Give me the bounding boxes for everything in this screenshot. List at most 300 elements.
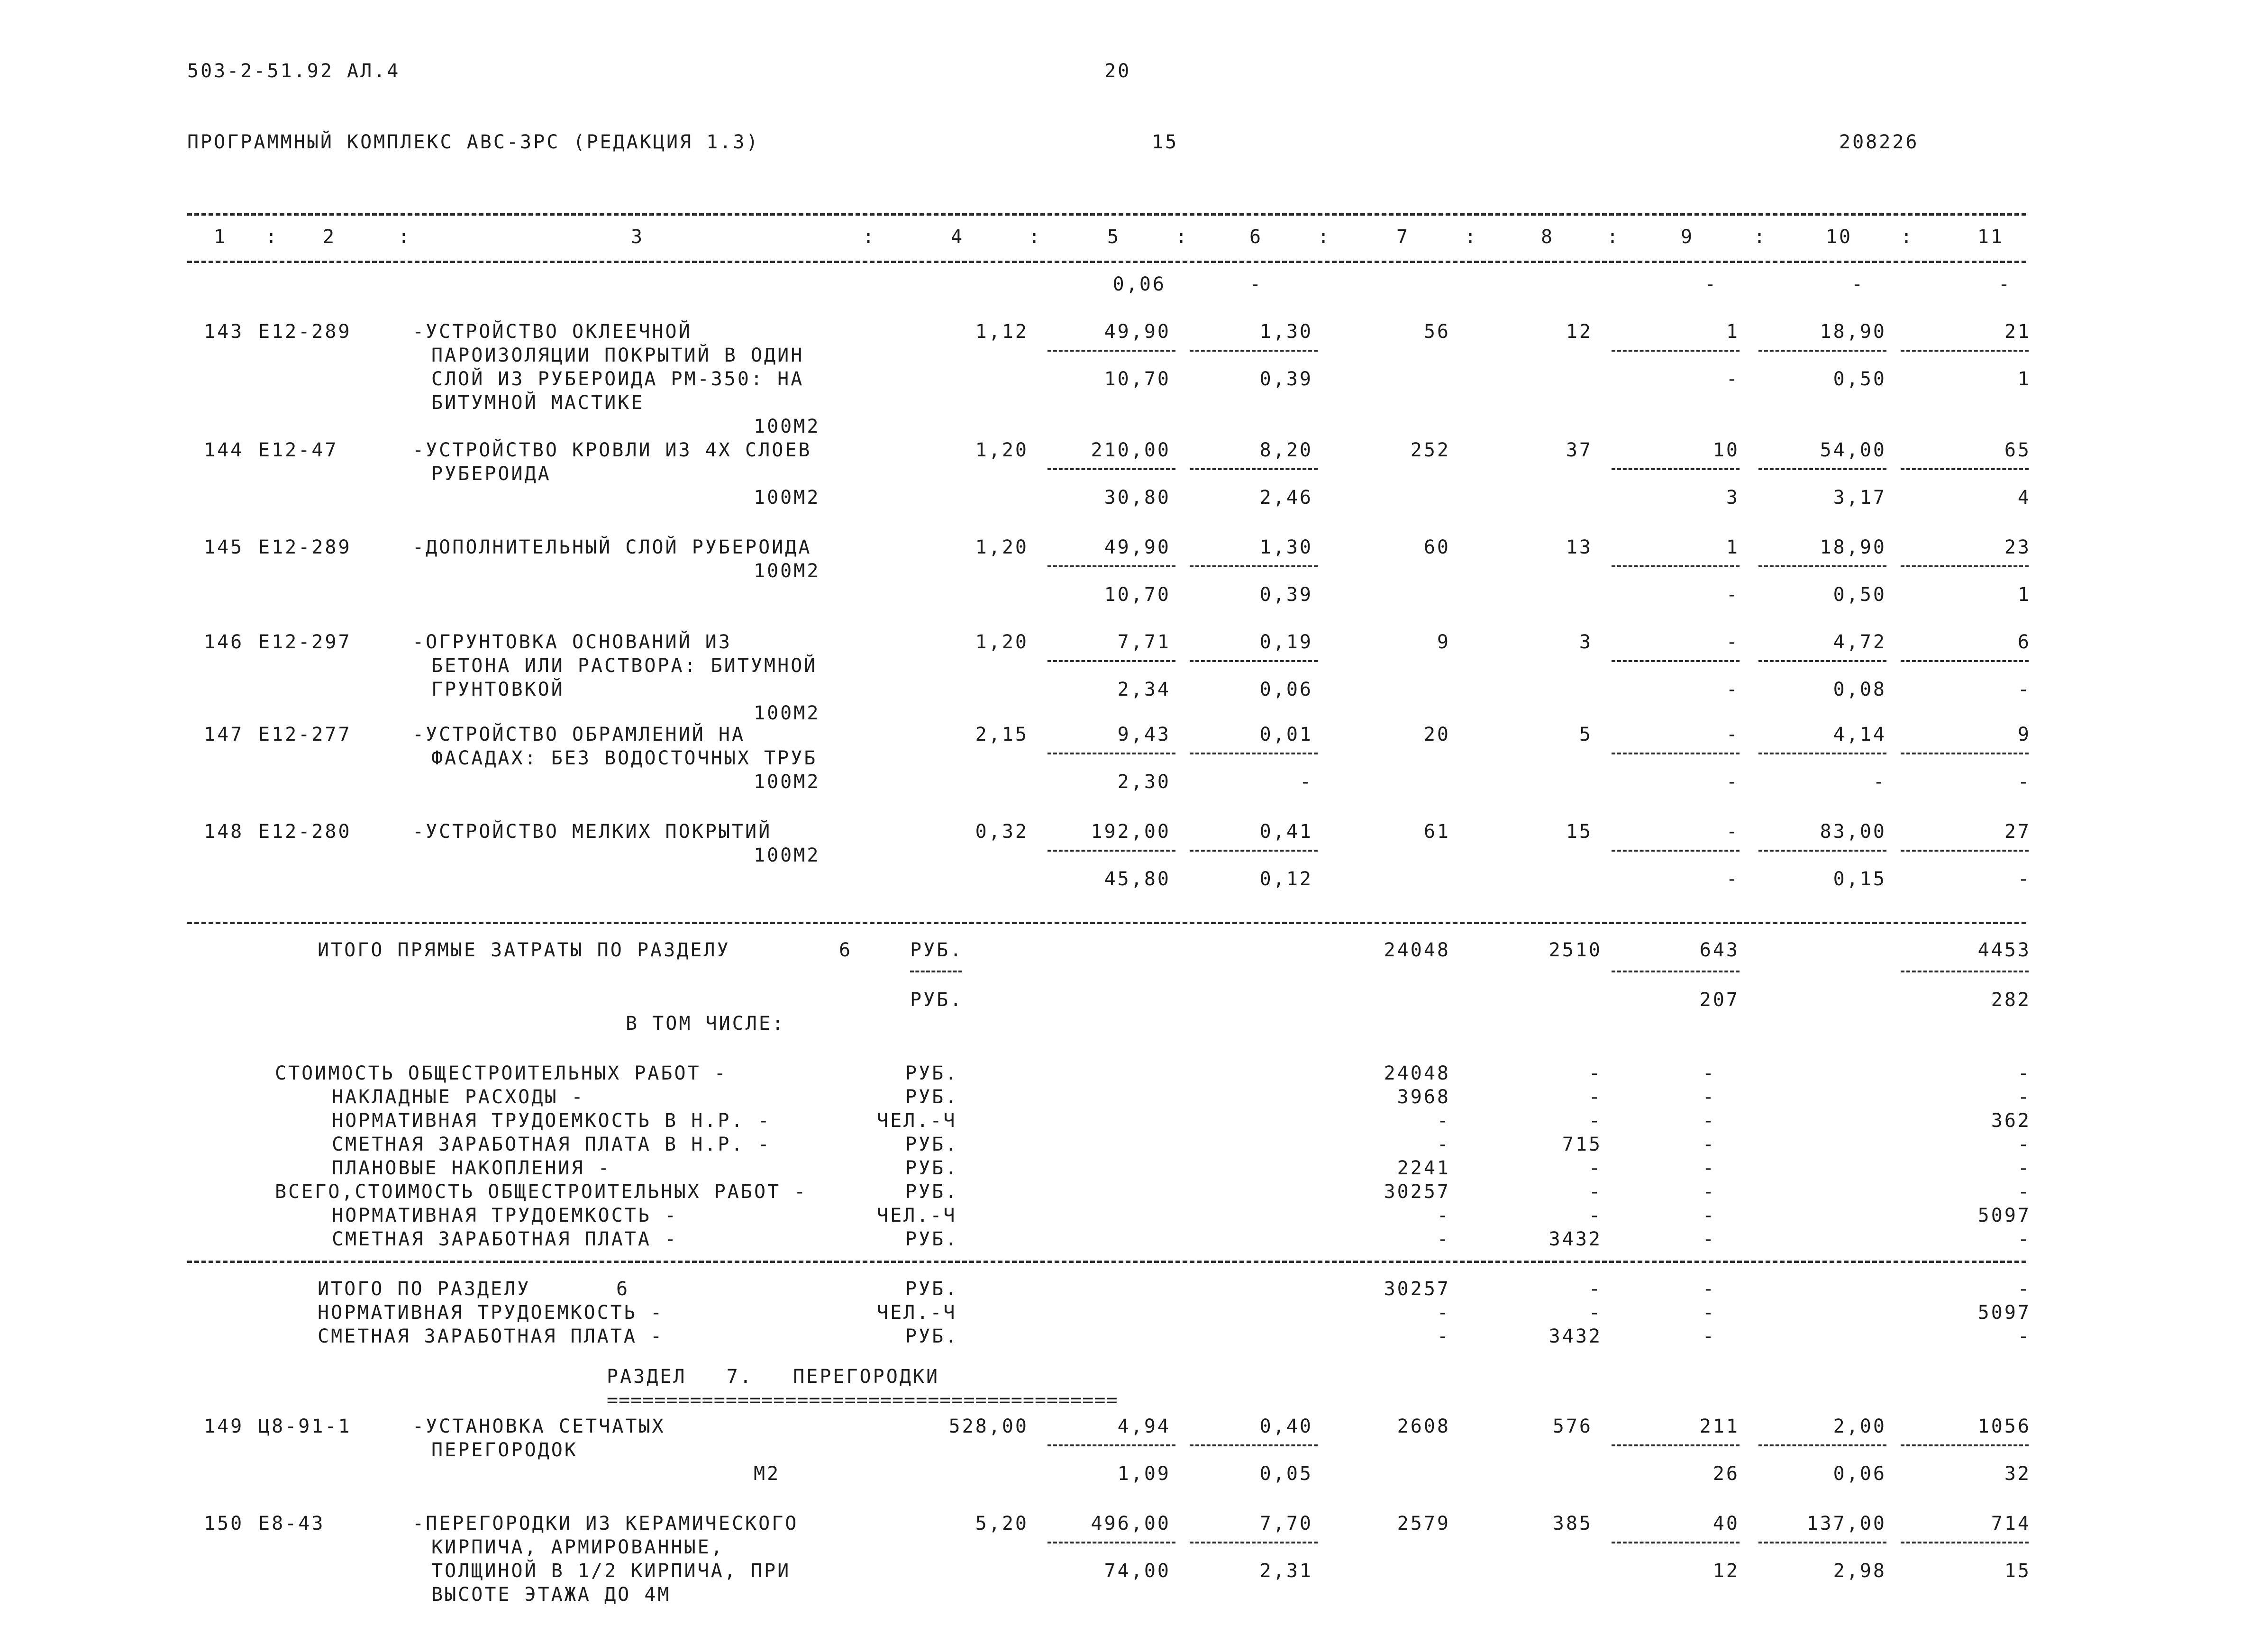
- item-col10: 18,90: [1820, 536, 1886, 558]
- section-total-col7: 30257: [1384, 1278, 1450, 1300]
- page-number: 20: [1104, 60, 1131, 82]
- column-header-10: 10: [1825, 226, 1853, 248]
- breakdown-unit: ЧЕЛ.-Ч: [877, 1110, 957, 1132]
- item-col9: 10: [1712, 439, 1740, 461]
- item-description-line: БЕТОНА ИЛИ РАСТВОРА: БИТУМНОЙ: [431, 655, 818, 677]
- item-code: Е12-280: [258, 821, 352, 843]
- item-unit-cost: 9,43: [1117, 724, 1171, 745]
- item-col9-wages: 26: [1712, 1463, 1740, 1485]
- sheet-number: 15: [1152, 131, 1179, 153]
- item-col10: 2,00: [1833, 1416, 1886, 1437]
- item-col9-wages: -: [1726, 679, 1740, 700]
- breakdown-col11: -: [2017, 1228, 2031, 1250]
- item-unit: 100М2: [754, 702, 820, 724]
- item-col11-wages: 4: [2017, 487, 2031, 508]
- section-7-title: РАЗДЕЛ 7. ПЕРЕГОРОДКИ: [607, 1366, 940, 1388]
- section-total-label: НОРМАТИВНАЯ ТРУДОЕМКОСТЬ -: [318, 1302, 664, 1324]
- direct-col9: 643: [1699, 939, 1740, 961]
- value-separator: [1190, 468, 1318, 470]
- item-unit-cost: 192,00: [1091, 821, 1171, 843]
- item-col6: 0,01: [1259, 724, 1313, 745]
- carryover-col5: 0,06: [1112, 273, 1166, 295]
- col11-separator: [1901, 971, 2029, 972]
- value-separator: [1758, 468, 1886, 470]
- item-number: 145: [204, 536, 244, 558]
- carryover-col11: -: [1998, 273, 2012, 295]
- item-quantity: 1,20: [975, 631, 1029, 653]
- item-col6: 0,40: [1259, 1416, 1313, 1437]
- item-number: 146: [204, 631, 244, 653]
- section-total-col9: -: [1702, 1278, 1716, 1300]
- item-number: 143: [204, 321, 244, 343]
- column-header-5: 5: [1107, 226, 1121, 248]
- value-separator: [1612, 565, 1740, 567]
- item-number: 148: [204, 821, 244, 843]
- item-col6-wages: 0,39: [1259, 584, 1313, 606]
- item-col11-wages: 1: [2017, 368, 2031, 390]
- item-col6-wages: -: [1299, 771, 1313, 793]
- item-description-line: ГРУНТОВКОЙ: [431, 679, 565, 700]
- section-total-col9: -: [1702, 1325, 1716, 1347]
- item-col11: 65: [2004, 439, 2031, 461]
- item-total-cost: 56: [1423, 321, 1450, 343]
- value-separator: [1047, 565, 1175, 567]
- item-col6-wages: 0,39: [1259, 368, 1313, 390]
- breakdown-col7: -: [1437, 1205, 1450, 1226]
- value-separator: [1190, 850, 1318, 852]
- section-total-label: СМЕТНАЯ ЗАРАБОТНАЯ ПЛАТА -: [318, 1325, 664, 1347]
- breakdown-col11: -: [2017, 1086, 2031, 1108]
- item-unit: 100М2: [754, 416, 820, 437]
- item-number: 147: [204, 724, 244, 745]
- item-col10: 18,90: [1820, 321, 1886, 343]
- value-separator: [1612, 660, 1740, 662]
- item-col6-wages: 0,06: [1259, 679, 1313, 700]
- value-separator: [1612, 753, 1740, 754]
- item-col11-wages: -: [2017, 868, 2031, 890]
- breakdown-label: НОРМАТИВНАЯ ТРУДОЕМКОСТЬ -: [332, 1205, 678, 1226]
- breakdown-col8: -: [1588, 1205, 1602, 1226]
- breakdown-label: СТОИМОСТЬ ОБЩЕСТРОИТЕЛЬНЫХ РАБОТ -: [275, 1062, 728, 1084]
- section-total-col8: -: [1588, 1278, 1602, 1300]
- item-description-line: СЛОЙ ИЗ РУБЕРОИДА РМ-350: НА: [431, 368, 804, 390]
- value-separator: [1047, 350, 1175, 352]
- item-col6: 1,30: [1259, 321, 1313, 343]
- item-description-line: РУБЕРОИДА: [431, 463, 551, 485]
- section-total-col11: -: [2017, 1278, 2031, 1300]
- item-description-line: -УСТРОЙСТВО МЕЛКИХ ПОКРЫТИЙ: [412, 821, 772, 843]
- item-wage-cost: 45,80: [1104, 868, 1171, 890]
- breakdown-col7: 24048: [1384, 1062, 1450, 1084]
- value-separator: [1190, 1542, 1318, 1543]
- column-header-6: 6: [1249, 226, 1263, 248]
- item-number: 144: [204, 439, 244, 461]
- breakdown-label: СМЕТНАЯ ЗАРАБОТНАЯ ПЛАТА В Н.Р. -: [332, 1134, 771, 1155]
- section-total-col11: -: [2017, 1325, 2031, 1347]
- column-header-9: 9: [1680, 226, 1694, 248]
- direct-costs-label: ИТОГО ПРЯМЫЕ ЗАТРАТЫ ПО РАЗДЕЛУ: [318, 939, 730, 961]
- item-col9-wages: 3: [1726, 487, 1740, 508]
- item-unit-cost: 496,00: [1091, 1513, 1171, 1534]
- value-separator: [1612, 850, 1740, 852]
- item-col8: 3: [1579, 631, 1593, 653]
- item-col6-wages: 0,12: [1259, 868, 1313, 890]
- item-wage-cost: 30,80: [1104, 487, 1171, 508]
- item-col10: 83,00: [1820, 821, 1886, 843]
- item-col8: 15: [1566, 821, 1593, 843]
- breakdown-col8: 3432: [1548, 1228, 1602, 1250]
- column-separator: :: [1029, 226, 1042, 248]
- column-separator: :: [1754, 226, 1767, 248]
- item-col9: 40: [1712, 1513, 1740, 1534]
- breakdown-unit: РУБ.: [905, 1134, 959, 1155]
- section-total-number: 6: [616, 1278, 630, 1300]
- item-col10: 4,14: [1833, 724, 1886, 745]
- item-quantity: 2,15: [975, 724, 1029, 745]
- item-description-line: ТОЛЩИНОЙ В 1/2 КИРПИЧА, ПРИ: [431, 1560, 791, 1582]
- item-unit: 100М2: [754, 844, 820, 866]
- item-unit-cost: 49,90: [1104, 321, 1171, 343]
- item-col11: 23: [2004, 536, 2031, 558]
- breakdown-col8: 715: [1562, 1134, 1602, 1155]
- item-total-cost: 60: [1423, 536, 1450, 558]
- section-total-col7: -: [1437, 1325, 1450, 1347]
- item-col9-wages: -: [1726, 868, 1740, 890]
- breakdown-col11: -: [2017, 1181, 2031, 1203]
- item-col8: 5: [1579, 724, 1593, 745]
- item-description-line: ВЫСОТЕ ЭТАЖА ДО 4М: [431, 1584, 671, 1606]
- value-separator: [1190, 350, 1318, 352]
- item-col9: 1: [1726, 321, 1740, 343]
- item-col11-wages: -: [2017, 679, 2031, 700]
- value-separator: [1901, 1444, 2029, 1446]
- column-separator: :: [1175, 226, 1189, 248]
- item-col9: -: [1726, 821, 1740, 843]
- item-col11-wages: -: [2017, 771, 2031, 793]
- breakdown-label: СМЕТНАЯ ЗАРАБОТНАЯ ПЛАТА -: [332, 1228, 678, 1250]
- item-quantity: 5,20: [975, 1513, 1029, 1534]
- item-col11-wages: 32: [2004, 1463, 2031, 1485]
- item-col11: 27: [2004, 821, 2031, 843]
- value-separator: [1758, 753, 1886, 754]
- item-unit-cost: 210,00: [1091, 439, 1171, 461]
- item-code: Е12-47: [258, 439, 338, 461]
- item-total-cost: 61: [1423, 821, 1450, 843]
- item-col6-wages: 2,31: [1259, 1560, 1313, 1582]
- value-separator: [1190, 660, 1318, 662]
- item-wage-cost: 2,34: [1117, 679, 1171, 700]
- item-description-line: КИРПИЧА, АРМИРОВАННЫЕ,: [431, 1536, 724, 1558]
- item-col6: 7,70: [1259, 1513, 1313, 1534]
- value-separator: [1901, 753, 2029, 754]
- item-col6: 8,20: [1259, 439, 1313, 461]
- column-separator: :: [1901, 226, 1914, 248]
- item-unit: 100М2: [754, 487, 820, 508]
- breakdown-col8: -: [1588, 1157, 1602, 1179]
- section-total-label: ИТОГО ПО РАЗДЕЛУ: [318, 1278, 531, 1300]
- item-col6: 0,19: [1259, 631, 1313, 653]
- item-description-line: ПАРОИЗОЛЯЦИИ ПОКРЫТИЙ В ОДИН: [431, 345, 804, 366]
- carryover-col10: -: [1851, 273, 1865, 295]
- value-separator: [1047, 468, 1175, 470]
- breakdown-unit: РУБ.: [905, 1062, 959, 1084]
- item-description-line: -ПЕРЕГОРОДКИ ИЗ КЕРАМИЧЕСКОГО: [412, 1513, 799, 1534]
- breakdown-col9: -: [1702, 1228, 1716, 1250]
- item-col11: 1056: [1977, 1416, 2031, 1437]
- carryover-col9: -: [1704, 273, 1718, 295]
- item-unit: М2: [754, 1463, 781, 1485]
- breakdown-col8: -: [1588, 1110, 1602, 1132]
- unit-separator: [910, 971, 962, 972]
- section-total-col9: -: [1702, 1302, 1716, 1324]
- value-separator: [1190, 1444, 1318, 1446]
- breakdown-col7: -: [1437, 1110, 1450, 1132]
- value-separator: [1758, 565, 1886, 567]
- item-wage-cost: 1,09: [1117, 1463, 1171, 1485]
- item-col8: 576: [1552, 1416, 1593, 1437]
- item-col9: -: [1726, 631, 1740, 653]
- item-description-line: -УСТРОЙСТВО ОБРАМЛЕНИЙ НА: [412, 724, 746, 745]
- item-wage-cost: 10,70: [1104, 368, 1171, 390]
- item-col9-wages: -: [1726, 771, 1740, 793]
- item-total-cost: 9: [1437, 631, 1450, 653]
- section-total-unit: РУБ.: [905, 1325, 959, 1347]
- column-header-11: 11: [1977, 226, 2004, 248]
- item-col10-wages: 0,50: [1833, 584, 1886, 606]
- item-col10-wages: 2,98: [1833, 1560, 1886, 1582]
- item-code: Е12-297: [258, 631, 352, 653]
- breakdown-col8: -: [1588, 1062, 1602, 1084]
- breakdown-label: ПЛАНОВЫЕ НАКОПЛЕНИЯ -: [332, 1157, 611, 1179]
- column-separator: :: [863, 226, 876, 248]
- item-unit-cost: 49,90: [1104, 536, 1171, 558]
- program-title: ПРОГРАММНЫЙ КОМПЛЕКС АВС-3РС (РЕДАКЦИЯ 1.3): [187, 131, 760, 153]
- value-separator: [1047, 1444, 1175, 1446]
- breakdown-col9: -: [1702, 1086, 1716, 1108]
- value-separator: [1901, 565, 2029, 567]
- item-description-line: -ДОПОЛНИТЕЛЬНЫЙ СЛОЙ РУБЕРОИДА: [412, 536, 812, 558]
- item-col8: 13: [1566, 536, 1593, 558]
- item-col11: 6: [2017, 631, 2031, 653]
- value-separator: [1901, 468, 2029, 470]
- item-col11-wages: 15: [2004, 1560, 2031, 1582]
- value-separator: [1758, 660, 1886, 662]
- item-description-line: -УСТАНОВКА СЕТЧАТЫХ: [412, 1416, 665, 1437]
- breakdown-col9: -: [1702, 1157, 1716, 1179]
- item-col9: 211: [1699, 1416, 1740, 1437]
- item-description-line: БИТУМНОЙ МАСТИКЕ: [431, 392, 645, 414]
- item-col6: 1,30: [1259, 536, 1313, 558]
- breakdown-unit: ЧЕЛ.-Ч: [877, 1205, 957, 1226]
- item-quantity: 528,00: [948, 1416, 1029, 1437]
- item-col11: 714: [1991, 1513, 2031, 1534]
- value-separator: [1047, 753, 1175, 754]
- item-col10: 137,00: [1806, 1513, 1886, 1534]
- value-separator: [1190, 565, 1318, 567]
- breakdown-col7: 3968: [1397, 1086, 1450, 1108]
- document-id: 208226: [1839, 131, 1919, 153]
- item-code: Е12-289: [258, 536, 352, 558]
- section-7-underline: ===========================================: [607, 1389, 1118, 1411]
- item-col11-wages: 1: [2017, 584, 2031, 606]
- item-col9-wages: -: [1726, 584, 1740, 606]
- breakdown-col9: -: [1702, 1205, 1716, 1226]
- item-description-line: -ОГРУНТОВКА ОСНОВАНИЙ ИЗ: [412, 631, 732, 653]
- value-separator: [1901, 350, 2029, 352]
- item-col10-wages: -: [1873, 771, 1886, 793]
- item-unit-cost: 4,94: [1117, 1416, 1171, 1437]
- breakdown-unit: РУБ.: [905, 1181, 959, 1203]
- item-col6: 0,41: [1259, 821, 1313, 843]
- item-quantity: 1,20: [975, 439, 1029, 461]
- column-header-8: 8: [1540, 226, 1555, 248]
- value-separator: [1612, 468, 1740, 470]
- direct-col7: 24048: [1384, 939, 1450, 961]
- item-unit: 100М2: [754, 560, 820, 582]
- item-quantity: 0,32: [975, 821, 1029, 843]
- item-col8: 12: [1566, 321, 1593, 343]
- breakdown-col7: 2241: [1397, 1157, 1450, 1179]
- column-header-1: 1: [213, 226, 228, 248]
- item-wage-cost: 10,70: [1104, 584, 1171, 606]
- item-col10-wages: 0,08: [1833, 679, 1886, 700]
- value-separator: [1901, 850, 2029, 852]
- item-col9-wages: -: [1726, 368, 1740, 390]
- carryover-col6: -: [1249, 273, 1263, 295]
- header-top-rule: [187, 213, 2026, 216]
- item-quantity: 1,12: [975, 321, 1029, 343]
- column-separator: :: [398, 226, 412, 248]
- breakdown-col11: 362: [1991, 1110, 2031, 1132]
- item-description-line: -УСТРОЙСТВО КРОВЛИ ИЗ 4Х СЛОЕВ: [412, 439, 812, 461]
- item-col10: 4,72: [1833, 631, 1886, 653]
- item-total-cost: 2579: [1397, 1513, 1450, 1534]
- column-header-7: 7: [1396, 226, 1410, 248]
- item-total-cost: 2608: [1397, 1416, 1450, 1437]
- section-total-rule: [187, 1261, 2026, 1263]
- column-header-2: 2: [322, 226, 337, 248]
- item-code: Е12-277: [258, 724, 352, 745]
- breakdown-label: ВСЕГО,СТОИМОСТЬ ОБЩЕСТРОИТЕЛЬНЫХ РАБОТ -: [275, 1181, 808, 1203]
- item-wage-cost: 74,00: [1104, 1560, 1171, 1582]
- breakdown-col11: 5097: [1977, 1205, 2031, 1226]
- column-separator: :: [1465, 226, 1478, 248]
- breakdown-col9: -: [1702, 1110, 1716, 1132]
- direct-col11-wages: 282: [1991, 989, 2031, 1011]
- direct-costs-section: 6: [839, 939, 853, 961]
- breakdown-col11: -: [2017, 1157, 2031, 1179]
- direct-col9-wages: 207: [1699, 989, 1740, 1011]
- item-description-line: ФАСАДАХ: БЕЗ ВОДОСТОЧНЫХ ТРУБ: [431, 747, 818, 769]
- item-col10: 54,00: [1820, 439, 1886, 461]
- column-header-4: 4: [950, 226, 965, 248]
- direct-costs-unit-2: РУБ.: [910, 989, 964, 1011]
- value-separator: [1047, 1542, 1175, 1543]
- section-total-col7: -: [1437, 1302, 1450, 1324]
- totals-top-rule: [187, 922, 2026, 924]
- including-heading: В ТОМ ЧИСЛЕ:: [626, 1013, 785, 1035]
- breakdown-col9: -: [1702, 1181, 1716, 1203]
- value-separator: [1758, 350, 1886, 352]
- breakdown-col7: -: [1437, 1134, 1450, 1155]
- item-col10-wages: 0,15: [1833, 868, 1886, 890]
- header-bottom-rule: [187, 261, 2026, 263]
- item-wage-cost: 2,30: [1117, 771, 1171, 793]
- item-col10-wages: 0,50: [1833, 368, 1886, 390]
- item-col10-wages: 3,17: [1833, 487, 1886, 508]
- item-col10-wages: 0,06: [1833, 1463, 1886, 1485]
- value-separator: [1758, 1542, 1886, 1543]
- value-separator: [1047, 850, 1175, 852]
- breakdown-col8: -: [1588, 1086, 1602, 1108]
- section-total-unit: ЧЕЛ.-Ч: [877, 1302, 957, 1324]
- item-col9-wages: 12: [1712, 1560, 1740, 1582]
- section-total-col8: 3432: [1548, 1325, 1602, 1347]
- breakdown-col9: -: [1702, 1134, 1716, 1155]
- value-separator: [1758, 850, 1886, 852]
- column-separator: :: [1318, 226, 1331, 248]
- column-header-3: 3: [630, 226, 645, 248]
- breakdown-col8: -: [1588, 1181, 1602, 1203]
- item-col6-wages: 0,05: [1259, 1463, 1313, 1485]
- breakdown-col9: -: [1702, 1062, 1716, 1084]
- breakdown-unit: РУБ.: [905, 1086, 959, 1108]
- value-separator: [1047, 660, 1175, 662]
- item-col8: 385: [1552, 1513, 1593, 1534]
- column-separator: :: [1607, 226, 1621, 248]
- item-col11: 9: [2017, 724, 2031, 745]
- item-quantity: 1,20: [975, 536, 1029, 558]
- item-code: Е12-289: [258, 321, 352, 343]
- col9-separator: [1612, 971, 1740, 972]
- breakdown-col11: -: [2017, 1134, 2031, 1155]
- breakdown-label: НОРМАТИВНАЯ ТРУДОЕМКОСТЬ В Н.Р. -: [332, 1110, 771, 1132]
- direct-costs-unit: РУБ.: [910, 939, 964, 961]
- item-code: Ц8-91-1: [258, 1416, 352, 1437]
- value-separator: [1612, 1444, 1740, 1446]
- direct-col11: 4453: [1977, 939, 2031, 961]
- breakdown-unit: РУБ.: [905, 1228, 959, 1250]
- breakdown-col7: 30257: [1384, 1181, 1450, 1203]
- section-total-unit: РУБ.: [905, 1278, 959, 1300]
- section-total-col8: -: [1588, 1302, 1602, 1324]
- item-col6-wages: 2,46: [1259, 487, 1313, 508]
- item-col9: -: [1726, 724, 1740, 745]
- item-number: 149: [204, 1416, 244, 1437]
- value-separator: [1190, 753, 1318, 754]
- item-total-cost: 20: [1423, 724, 1450, 745]
- item-unit: 100М2: [754, 771, 820, 793]
- item-description-line: ПЕРЕГОРОДОК: [431, 1439, 578, 1461]
- breakdown-unit: РУБ.: [905, 1157, 959, 1179]
- value-separator: [1901, 1542, 2029, 1543]
- section-total-col11: 5097: [1977, 1302, 2031, 1324]
- item-number: 150: [204, 1513, 244, 1534]
- item-col8: 37: [1566, 439, 1593, 461]
- breakdown-col11: -: [2017, 1062, 2031, 1084]
- breakdown-col7: -: [1437, 1228, 1450, 1250]
- item-col11: 21: [2004, 321, 2031, 343]
- value-separator: [1901, 660, 2029, 662]
- direct-col8: 2510: [1548, 939, 1602, 961]
- value-separator: [1612, 350, 1740, 352]
- value-separator: [1758, 1444, 1886, 1446]
- breakdown-label: НАКЛАДНЫЕ РАСХОДЫ -: [332, 1086, 585, 1108]
- item-total-cost: 252: [1410, 439, 1450, 461]
- doc-code: 503-2-51.92 АЛ.4: [187, 60, 401, 82]
- item-description-line: -УСТРОЙСТВО ОКЛЕЕЧНОЙ: [412, 321, 692, 343]
- item-code: Е8-43: [258, 1513, 325, 1534]
